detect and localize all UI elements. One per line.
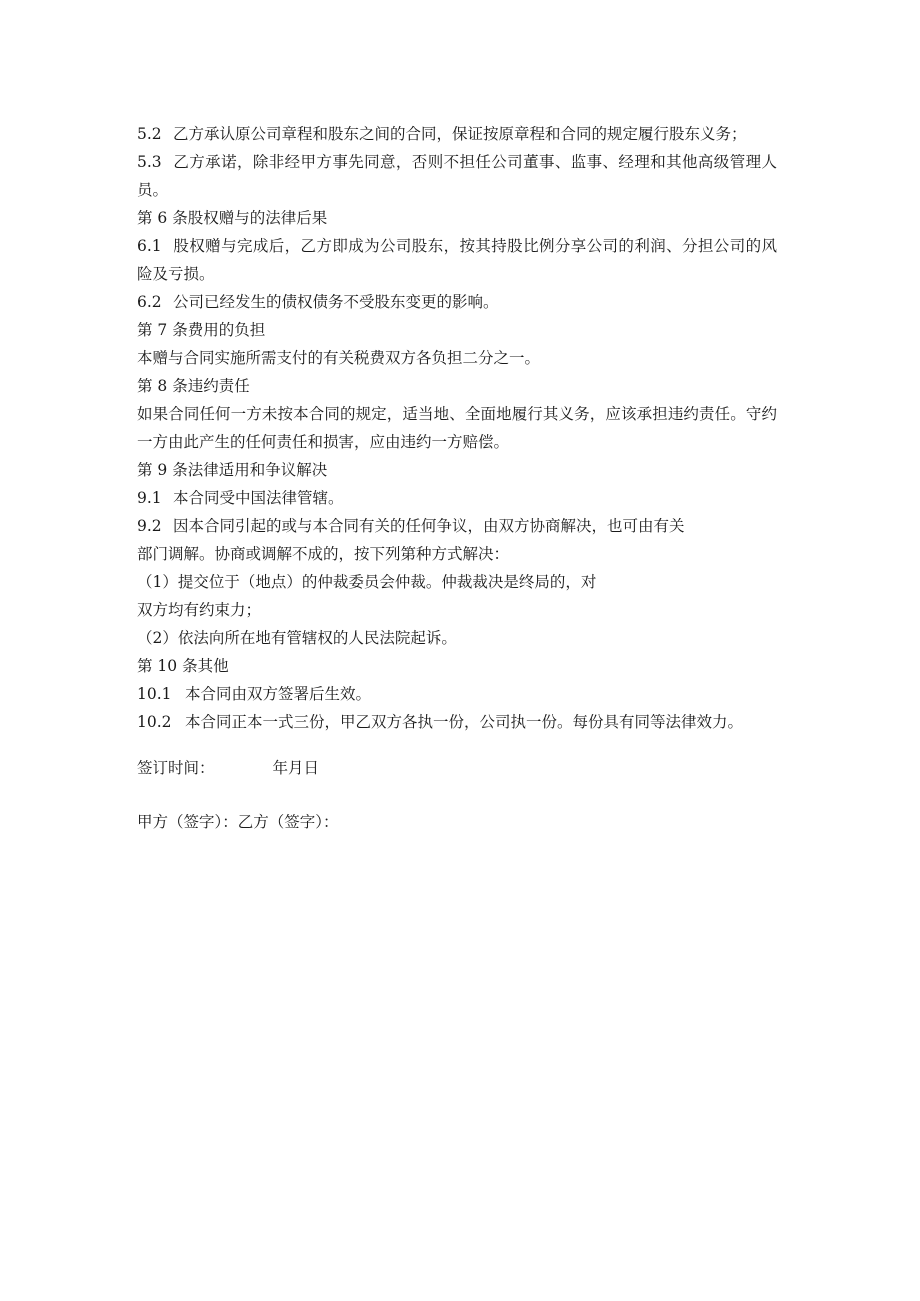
clause-10-2 <box>137 708 777 736</box>
clause-6-2 <box>137 288 777 316</box>
option-2: （2）依法向所在地有管辖权的人民法院起诉。 <box>137 629 457 647</box>
clause-9-1 <box>137 484 777 512</box>
clause-number: 9.2 <box>137 517 162 535</box>
article-8-heading: 第 8 条违约责任 <box>137 377 250 395</box>
clause-text: 股权赠与完成后，乙方即成为公司股东，按其持股比例分享公司的利润、分担公司的风险及亏损。 <box>137 237 777 283</box>
article-6-heading: 第 6 条股权赠与的法律后果 <box>137 209 328 227</box>
signing-time-value: 年月日 <box>272 759 320 777</box>
clause-6-1 <box>137 232 777 288</box>
article-8-text: 如果合同任何一方未按本合同的规定，适当地、全面地履行其义务，应该承担违约责任。守约一方由此产生的任何责任和损害，应由违约一方赔偿。 <box>137 405 777 451</box>
article-7-heading: 第 7 条费用的负担 <box>137 321 266 339</box>
clause-text: 乙方承诺，除非经甲方事先同意，否则不担任公司董事、监事、经理和其他高级管理人员。 <box>137 153 777 199</box>
signing-time-label: 签订时间： <box>137 759 215 777</box>
clause-9-2 <box>137 512 777 540</box>
article-10-heading: 第 10 条其他 <box>137 657 229 675</box>
clause-number: 5.3 <box>137 153 162 171</box>
clause-number: 6.2 <box>137 293 162 311</box>
article-7-text: 本赠与合同实施所需支付的有关税费双方各负担二分之一。 <box>137 349 541 367</box>
clause-text: 乙方承认原公司章程和股东之间的合同，保证按原章程和合同的规定履行股东义务； <box>173 125 747 143</box>
article-9-heading: 第 9 条法律适用和争议解决 <box>137 461 328 479</box>
clause-text-line1: 因本合同引起的或与本合同有关的任何争议，由双方协商解决，也可由有关 <box>173 517 685 535</box>
clause-number: 10.1 <box>137 685 172 703</box>
clause-number: 9.1 <box>137 489 162 507</box>
clause-text: 本合同受中国法律管辖。 <box>173 489 344 507</box>
signature-parties: 甲方（签字）：乙方（签字）： <box>137 813 339 831</box>
clause-text: 本合同由双方签署后生效。 <box>185 685 372 703</box>
clause-10-1 <box>137 680 777 708</box>
clause-text: 本合同正本一式三份，甲乙双方各执一份，公司执一份。每份具有同等法律效力。 <box>185 713 744 731</box>
clause-text: 公司已经发生的债权债务不受股东变更的影响。 <box>173 293 499 311</box>
contract-page <box>137 120 777 836</box>
clause-number: 5.2 <box>137 125 162 143</box>
signing-time <box>137 754 777 782</box>
clause-9-2-line2: 部门调解。协商或调解不成的，按下列第种方式解决： <box>137 545 510 563</box>
option-1-line2: 双方均有约束力； <box>137 601 262 619</box>
clause-number: 10.2 <box>137 713 172 731</box>
clause-5-3 <box>137 148 777 204</box>
clause-5-2 <box>137 120 777 148</box>
clause-number: 6.1 <box>137 237 162 255</box>
option-1-line1: （1）提交位于（地点）的仲裁委员会仲裁。仲裁裁决是终局的，对 <box>137 573 597 591</box>
